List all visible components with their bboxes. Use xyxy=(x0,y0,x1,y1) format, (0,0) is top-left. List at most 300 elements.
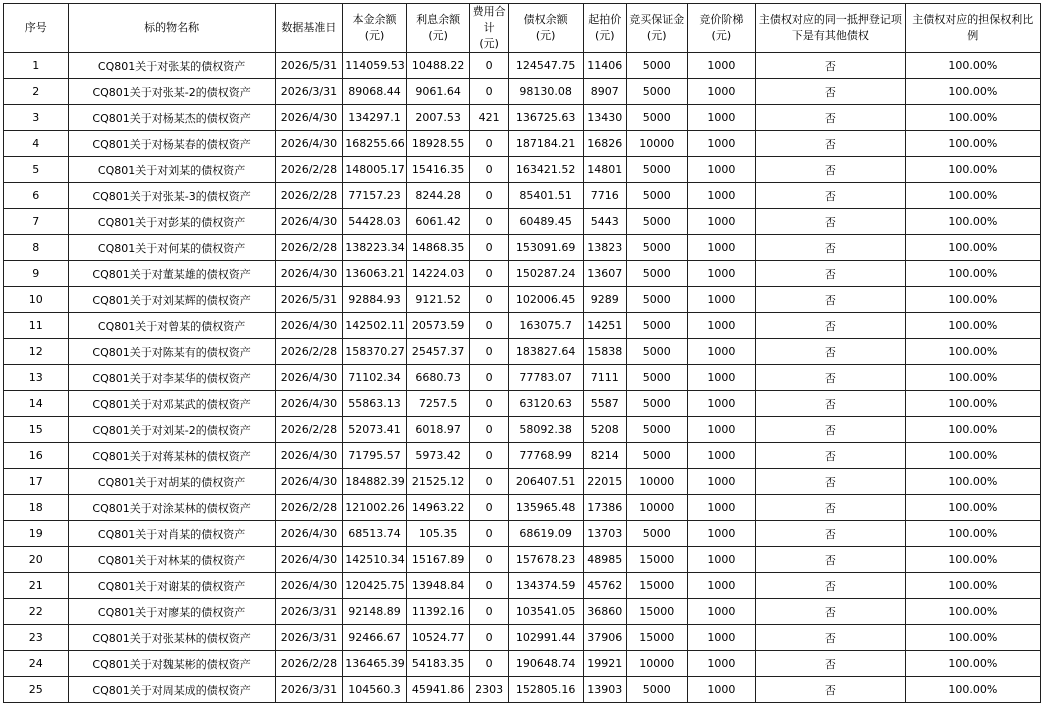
cell-deposit: 5000 xyxy=(626,365,687,391)
cell-total-claim: 77768.99 xyxy=(508,443,583,469)
cell-deposit: 5000 xyxy=(626,443,687,469)
cell-base-date: 2026/2/28 xyxy=(275,183,343,209)
cell-fees: 0 xyxy=(470,157,508,183)
cell-guarantee-ratio: 100.00% xyxy=(905,287,1040,313)
cell-interest: 6018.97 xyxy=(406,417,470,443)
cell-start-price: 15838 xyxy=(583,339,626,365)
cell-guarantee-ratio: 100.00% xyxy=(905,573,1040,599)
cell-asset-name: CQ801关于对蒋某林的债权资产 xyxy=(68,443,275,469)
column-header-total-claim: 债权余额 (元) xyxy=(508,4,583,53)
cell-start-price: 14801 xyxy=(583,157,626,183)
cell-interest: 15416.35 xyxy=(406,157,470,183)
cell-bid-increment: 1000 xyxy=(687,261,756,287)
cell-other-claims: 否 xyxy=(756,53,905,79)
cell-total-claim: 63120.63 xyxy=(508,391,583,417)
cell-deposit: 10000 xyxy=(626,469,687,495)
cell-principal: 184882.39 xyxy=(343,469,407,495)
cell-other-claims: 否 xyxy=(756,599,905,625)
cell-bid-increment: 1000 xyxy=(687,183,756,209)
cell-deposit: 5000 xyxy=(626,183,687,209)
cell-other-claims: 否 xyxy=(756,313,905,339)
table-row xyxy=(4,599,1041,625)
cell-index: 9 xyxy=(4,261,69,287)
column-header-fees: 费用合计 (元) xyxy=(470,4,508,53)
cell-base-date: 2026/4/30 xyxy=(275,209,343,235)
table-row xyxy=(4,183,1041,209)
cell-guarantee-ratio: 100.00% xyxy=(905,443,1040,469)
cell-total-claim: 102006.45 xyxy=(508,287,583,313)
cell-bid-increment: 1000 xyxy=(687,313,756,339)
cell-total-claim: 152805.16 xyxy=(508,677,583,703)
cell-guarantee-ratio: 100.00% xyxy=(905,339,1040,365)
cell-bid-increment: 1000 xyxy=(687,391,756,417)
cell-index: 11 xyxy=(4,313,69,339)
cell-bid-increment: 1000 xyxy=(687,521,756,547)
cell-principal: 168255.66 xyxy=(343,131,407,157)
cell-total-claim: 98130.08 xyxy=(508,79,583,105)
cell-principal: 138223.34 xyxy=(343,235,407,261)
cell-principal: 68513.74 xyxy=(343,521,407,547)
cell-interest: 18928.55 xyxy=(406,131,470,157)
cell-total-claim: 58092.38 xyxy=(508,417,583,443)
cell-interest: 45941.86 xyxy=(406,677,470,703)
cell-guarantee-ratio: 100.00% xyxy=(905,365,1040,391)
cell-index: 8 xyxy=(4,235,69,261)
cell-bid-increment: 1000 xyxy=(687,495,756,521)
cell-other-claims: 否 xyxy=(756,339,905,365)
cell-deposit: 15000 xyxy=(626,625,687,651)
cell-base-date: 2026/2/28 xyxy=(275,417,343,443)
cell-guarantee-ratio: 100.00% xyxy=(905,209,1040,235)
cell-start-price: 7111 xyxy=(583,365,626,391)
column-header-principal: 本金余额 (元) xyxy=(343,4,407,53)
cell-total-claim: 150287.24 xyxy=(508,261,583,287)
table-row xyxy=(4,79,1041,105)
cell-other-claims: 否 xyxy=(756,157,905,183)
cell-other-claims: 否 xyxy=(756,417,905,443)
cell-base-date: 2026/4/30 xyxy=(275,521,343,547)
cell-guarantee-ratio: 100.00% xyxy=(905,105,1040,131)
cell-bid-increment: 1000 xyxy=(687,625,756,651)
cell-start-price: 7716 xyxy=(583,183,626,209)
cell-index: 12 xyxy=(4,339,69,365)
cell-fees: 0 xyxy=(470,261,508,287)
cell-fees: 0 xyxy=(470,235,508,261)
cell-fees: 0 xyxy=(470,209,508,235)
cell-interest: 5973.42 xyxy=(406,443,470,469)
cell-fees: 0 xyxy=(470,287,508,313)
cell-interest: 14224.03 xyxy=(406,261,470,287)
table-row xyxy=(4,235,1041,261)
cell-principal: 148005.17 xyxy=(343,157,407,183)
cell-deposit: 15000 xyxy=(626,599,687,625)
cell-principal: 158370.27 xyxy=(343,339,407,365)
cell-asset-name: CQ801关于对肖某的债权资产 xyxy=(68,521,275,547)
cell-start-price: 13823 xyxy=(583,235,626,261)
cell-asset-name: CQ801关于对魏某彬的债权资产 xyxy=(68,651,275,677)
table-row xyxy=(4,547,1041,573)
cell-base-date: 2026/4/30 xyxy=(275,547,343,573)
cell-fees: 0 xyxy=(470,131,508,157)
cell-base-date: 2026/2/28 xyxy=(275,651,343,677)
cell-interest: 7257.5 xyxy=(406,391,470,417)
table-row xyxy=(4,209,1041,235)
table-row xyxy=(4,417,1041,443)
cell-interest: 105.35 xyxy=(406,521,470,547)
cell-asset-name: CQ801关于对邓某武的债权资产 xyxy=(68,391,275,417)
cell-index: 1 xyxy=(4,53,69,79)
cell-bid-increment: 1000 xyxy=(687,443,756,469)
cell-principal: 92148.89 xyxy=(343,599,407,625)
cell-bid-increment: 1000 xyxy=(687,131,756,157)
cell-start-price: 11406 xyxy=(583,53,626,79)
cell-guarantee-ratio: 100.00% xyxy=(905,391,1040,417)
cell-base-date: 2026/3/31 xyxy=(275,599,343,625)
cell-fees: 0 xyxy=(470,365,508,391)
cell-start-price: 14251 xyxy=(583,313,626,339)
cell-bid-increment: 1000 xyxy=(687,417,756,443)
cell-start-price: 8907 xyxy=(583,79,626,105)
cell-guarantee-ratio: 100.00% xyxy=(905,599,1040,625)
cell-fees: 0 xyxy=(470,521,508,547)
table-row xyxy=(4,287,1041,313)
cell-principal: 142502.11 xyxy=(343,313,407,339)
cell-guarantee-ratio: 100.00% xyxy=(905,547,1040,573)
cell-principal: 134297.1 xyxy=(343,105,407,131)
cell-other-claims: 否 xyxy=(756,443,905,469)
cell-guarantee-ratio: 100.00% xyxy=(905,521,1040,547)
cell-start-price: 17386 xyxy=(583,495,626,521)
cell-asset-name: CQ801关于对廖某的债权资产 xyxy=(68,599,275,625)
cell-asset-name: CQ801关于对林某的债权资产 xyxy=(68,547,275,573)
cell-guarantee-ratio: 100.00% xyxy=(905,79,1040,105)
table-row xyxy=(4,53,1041,79)
cell-deposit: 5000 xyxy=(626,287,687,313)
cell-fees: 0 xyxy=(470,599,508,625)
cell-other-claims: 否 xyxy=(756,183,905,209)
cell-index: 13 xyxy=(4,365,69,391)
cell-start-price: 22015 xyxy=(583,469,626,495)
cell-deposit: 5000 xyxy=(626,79,687,105)
cell-interest: 8244.28 xyxy=(406,183,470,209)
cell-index: 5 xyxy=(4,157,69,183)
cell-fees: 0 xyxy=(470,417,508,443)
cell-interest: 15167.89 xyxy=(406,547,470,573)
cell-interest: 14868.35 xyxy=(406,235,470,261)
table-row xyxy=(4,677,1041,703)
cell-total-claim: 187184.21 xyxy=(508,131,583,157)
cell-bid-increment: 1000 xyxy=(687,677,756,703)
cell-interest: 2007.53 xyxy=(406,105,470,131)
cell-principal: 104560.3 xyxy=(343,677,407,703)
cell-base-date: 2026/2/28 xyxy=(275,339,343,365)
cell-total-claim: 136725.63 xyxy=(508,105,583,131)
cell-asset-name: CQ801关于对李某华的债权资产 xyxy=(68,365,275,391)
cell-other-claims: 否 xyxy=(756,391,905,417)
table-body xyxy=(4,53,1041,703)
cell-fees: 0 xyxy=(470,495,508,521)
cell-other-claims: 否 xyxy=(756,365,905,391)
cell-start-price: 9289 xyxy=(583,287,626,313)
cell-deposit: 15000 xyxy=(626,573,687,599)
cell-asset-name: CQ801关于对董某雄的债权资产 xyxy=(68,261,275,287)
cell-asset-name: CQ801关于对胡某的债权资产 xyxy=(68,469,275,495)
cell-index: 23 xyxy=(4,625,69,651)
cell-base-date: 2026/5/31 xyxy=(275,53,343,79)
cell-index: 4 xyxy=(4,131,69,157)
cell-principal: 121002.26 xyxy=(343,495,407,521)
cell-start-price: 37906 xyxy=(583,625,626,651)
cell-deposit: 10000 xyxy=(626,651,687,677)
column-header-asset-name: 标的物名称 xyxy=(68,4,275,53)
column-header-index: 序号 xyxy=(4,4,69,53)
cell-principal: 120425.75 xyxy=(343,573,407,599)
cell-principal: 136465.39 xyxy=(343,651,407,677)
cell-other-claims: 否 xyxy=(756,547,905,573)
cell-asset-name: CQ801关于对周某成的债权资产 xyxy=(68,677,275,703)
cell-deposit: 5000 xyxy=(626,157,687,183)
cell-interest: 11392.16 xyxy=(406,599,470,625)
cell-index: 14 xyxy=(4,391,69,417)
cell-index: 22 xyxy=(4,599,69,625)
cell-index: 20 xyxy=(4,547,69,573)
cell-other-claims: 否 xyxy=(756,677,905,703)
cell-base-date: 2026/5/31 xyxy=(275,287,343,313)
cell-guarantee-ratio: 100.00% xyxy=(905,469,1040,495)
table-row xyxy=(4,573,1041,599)
cell-index: 24 xyxy=(4,651,69,677)
cell-interest: 10524.77 xyxy=(406,625,470,651)
cell-deposit: 5000 xyxy=(626,521,687,547)
cell-total-claim: 183827.64 xyxy=(508,339,583,365)
cell-deposit: 5000 xyxy=(626,339,687,365)
cell-guarantee-ratio: 100.00% xyxy=(905,53,1040,79)
cell-guarantee-ratio: 100.00% xyxy=(905,183,1040,209)
cell-asset-name: CQ801关于对刘某辉的债权资产 xyxy=(68,287,275,313)
cell-asset-name: CQ801关于对张某-2的债权资产 xyxy=(68,79,275,105)
cell-start-price: 5208 xyxy=(583,417,626,443)
cell-principal: 71795.57 xyxy=(343,443,407,469)
cell-index: 10 xyxy=(4,287,69,313)
cell-other-claims: 否 xyxy=(756,287,905,313)
cell-bid-increment: 1000 xyxy=(687,651,756,677)
cell-other-claims: 否 xyxy=(756,651,905,677)
cell-bid-increment: 1000 xyxy=(687,547,756,573)
cell-interest: 6680.73 xyxy=(406,365,470,391)
cell-total-claim: 85401.51 xyxy=(508,183,583,209)
cell-guarantee-ratio: 100.00% xyxy=(905,235,1040,261)
cell-index: 21 xyxy=(4,573,69,599)
cell-bid-increment: 1000 xyxy=(687,105,756,131)
cell-index: 25 xyxy=(4,677,69,703)
cell-bid-increment: 1000 xyxy=(687,53,756,79)
cell-bid-increment: 1000 xyxy=(687,209,756,235)
cell-guarantee-ratio: 100.00% xyxy=(905,313,1040,339)
cell-other-claims: 否 xyxy=(756,131,905,157)
cell-fees: 2303 xyxy=(470,677,508,703)
cell-interest: 6061.42 xyxy=(406,209,470,235)
cell-deposit: 5000 xyxy=(626,391,687,417)
column-header-base-date: 数据基准日 xyxy=(275,4,343,53)
cell-other-claims: 否 xyxy=(756,235,905,261)
cell-base-date: 2026/4/30 xyxy=(275,443,343,469)
cell-deposit: 5000 xyxy=(626,313,687,339)
cell-fees: 0 xyxy=(470,651,508,677)
cell-total-claim: 134374.59 xyxy=(508,573,583,599)
column-header-guarantee-ratio: 主债权对应的担保权利比 例 xyxy=(905,4,1040,53)
cell-asset-name: CQ801关于对何某的债权资产 xyxy=(68,235,275,261)
cell-bid-increment: 1000 xyxy=(687,339,756,365)
cell-start-price: 13430 xyxy=(583,105,626,131)
table-row xyxy=(4,365,1041,391)
cell-deposit: 5000 xyxy=(626,235,687,261)
cell-base-date: 2026/4/30 xyxy=(275,573,343,599)
cell-principal: 71102.34 xyxy=(343,365,407,391)
cell-total-claim: 77783.07 xyxy=(508,365,583,391)
cell-interest: 25457.37 xyxy=(406,339,470,365)
cell-fees: 0 xyxy=(470,79,508,105)
cell-principal: 114059.53 xyxy=(343,53,407,79)
cell-total-claim: 206407.51 xyxy=(508,469,583,495)
cell-asset-name: CQ801关于对涂某林的债权资产 xyxy=(68,495,275,521)
cell-interest: 10488.22 xyxy=(406,53,470,79)
cell-interest: 9061.64 xyxy=(406,79,470,105)
cell-total-claim: 190648.74 xyxy=(508,651,583,677)
table-row xyxy=(4,651,1041,677)
cell-total-claim: 163421.52 xyxy=(508,157,583,183)
cell-principal: 54428.03 xyxy=(343,209,407,235)
table-row xyxy=(4,521,1041,547)
cell-asset-name: CQ801关于对张某林的债权资产 xyxy=(68,625,275,651)
cell-bid-increment: 1000 xyxy=(687,235,756,261)
cell-base-date: 2026/2/28 xyxy=(275,157,343,183)
cell-interest: 20573.59 xyxy=(406,313,470,339)
cell-other-claims: 否 xyxy=(756,495,905,521)
cell-principal: 142510.34 xyxy=(343,547,407,573)
column-header-other-claims: 主债权对应的同一抵押登记项 下是有其他债权 xyxy=(756,4,905,53)
cell-start-price: 8214 xyxy=(583,443,626,469)
cell-total-claim: 157678.23 xyxy=(508,547,583,573)
cell-asset-name: CQ801关于对曾某的债权资产 xyxy=(68,313,275,339)
debt-asset-table xyxy=(3,3,1041,703)
cell-guarantee-ratio: 100.00% xyxy=(905,625,1040,651)
cell-bid-increment: 1000 xyxy=(687,157,756,183)
cell-deposit: 15000 xyxy=(626,547,687,573)
cell-total-claim: 135965.48 xyxy=(508,495,583,521)
cell-other-claims: 否 xyxy=(756,105,905,131)
cell-interest: 21525.12 xyxy=(406,469,470,495)
table-row xyxy=(4,105,1041,131)
table-row xyxy=(4,625,1041,651)
cell-asset-name: CQ801关于对杨某杰的债权资产 xyxy=(68,105,275,131)
cell-principal: 77157.23 xyxy=(343,183,407,209)
table-row xyxy=(4,313,1041,339)
cell-bid-increment: 1000 xyxy=(687,469,756,495)
cell-deposit: 5000 xyxy=(626,261,687,287)
cell-principal: 92884.93 xyxy=(343,287,407,313)
cell-deposit: 5000 xyxy=(626,417,687,443)
cell-deposit: 5000 xyxy=(626,105,687,131)
cell-start-price: 19921 xyxy=(583,651,626,677)
cell-base-date: 2026/3/31 xyxy=(275,625,343,651)
cell-deposit: 5000 xyxy=(626,677,687,703)
cell-total-claim: 60489.45 xyxy=(508,209,583,235)
cell-fees: 0 xyxy=(470,53,508,79)
cell-total-claim: 103541.05 xyxy=(508,599,583,625)
cell-start-price: 13607 xyxy=(583,261,626,287)
cell-start-price: 5587 xyxy=(583,391,626,417)
cell-fees: 0 xyxy=(470,547,508,573)
cell-fees: 0 xyxy=(470,469,508,495)
cell-fees: 421 xyxy=(470,105,508,131)
cell-other-claims: 否 xyxy=(756,625,905,651)
cell-other-claims: 否 xyxy=(756,469,905,495)
cell-asset-name: CQ801关于对刘某-2的债权资产 xyxy=(68,417,275,443)
cell-total-claim: 102991.44 xyxy=(508,625,583,651)
cell-base-date: 2026/4/30 xyxy=(275,391,343,417)
cell-start-price: 36860 xyxy=(583,599,626,625)
cell-index: 2 xyxy=(4,79,69,105)
cell-guarantee-ratio: 100.00% xyxy=(905,157,1040,183)
cell-fees: 0 xyxy=(470,183,508,209)
cell-other-claims: 否 xyxy=(756,79,905,105)
cell-principal: 136063.21 xyxy=(343,261,407,287)
table-header-row xyxy=(4,4,1041,53)
cell-guarantee-ratio: 100.00% xyxy=(905,651,1040,677)
cell-asset-name: CQ801关于对彭某的债权资产 xyxy=(68,209,275,235)
cell-total-claim: 68619.09 xyxy=(508,521,583,547)
table-row xyxy=(4,469,1041,495)
cell-guarantee-ratio: 100.00% xyxy=(905,261,1040,287)
cell-guarantee-ratio: 100.00% xyxy=(905,495,1040,521)
cell-index: 7 xyxy=(4,209,69,235)
cell-start-price: 16826 xyxy=(583,131,626,157)
cell-other-claims: 否 xyxy=(756,261,905,287)
cell-fees: 0 xyxy=(470,443,508,469)
cell-bid-increment: 1000 xyxy=(687,599,756,625)
cell-deposit: 10000 xyxy=(626,495,687,521)
cell-deposit: 10000 xyxy=(626,131,687,157)
cell-total-claim: 163075.7 xyxy=(508,313,583,339)
table-row xyxy=(4,339,1041,365)
cell-index: 16 xyxy=(4,443,69,469)
cell-interest: 13948.84 xyxy=(406,573,470,599)
table-row xyxy=(4,131,1041,157)
cell-bid-increment: 1000 xyxy=(687,573,756,599)
cell-principal: 52073.41 xyxy=(343,417,407,443)
cell-guarantee-ratio: 100.00% xyxy=(905,677,1040,703)
table-row xyxy=(4,261,1041,287)
cell-guarantee-ratio: 100.00% xyxy=(905,417,1040,443)
cell-other-claims: 否 xyxy=(756,209,905,235)
cell-interest: 14963.22 xyxy=(406,495,470,521)
column-header-interest: 利息余额 (元) xyxy=(406,4,470,53)
cell-asset-name: CQ801关于对刘某的债权资产 xyxy=(68,157,275,183)
cell-principal: 89068.44 xyxy=(343,79,407,105)
cell-fees: 0 xyxy=(470,391,508,417)
cell-interest: 54183.35 xyxy=(406,651,470,677)
cell-deposit: 5000 xyxy=(626,53,687,79)
cell-base-date: 2026/3/31 xyxy=(275,79,343,105)
cell-asset-name: CQ801关于对张某-3的债权资产 xyxy=(68,183,275,209)
table-row xyxy=(4,443,1041,469)
cell-fees: 0 xyxy=(470,339,508,365)
cell-base-date: 2026/4/30 xyxy=(275,105,343,131)
cell-index: 18 xyxy=(4,495,69,521)
cell-deposit: 5000 xyxy=(626,209,687,235)
cell-total-claim: 124547.75 xyxy=(508,53,583,79)
cell-start-price: 13703 xyxy=(583,521,626,547)
